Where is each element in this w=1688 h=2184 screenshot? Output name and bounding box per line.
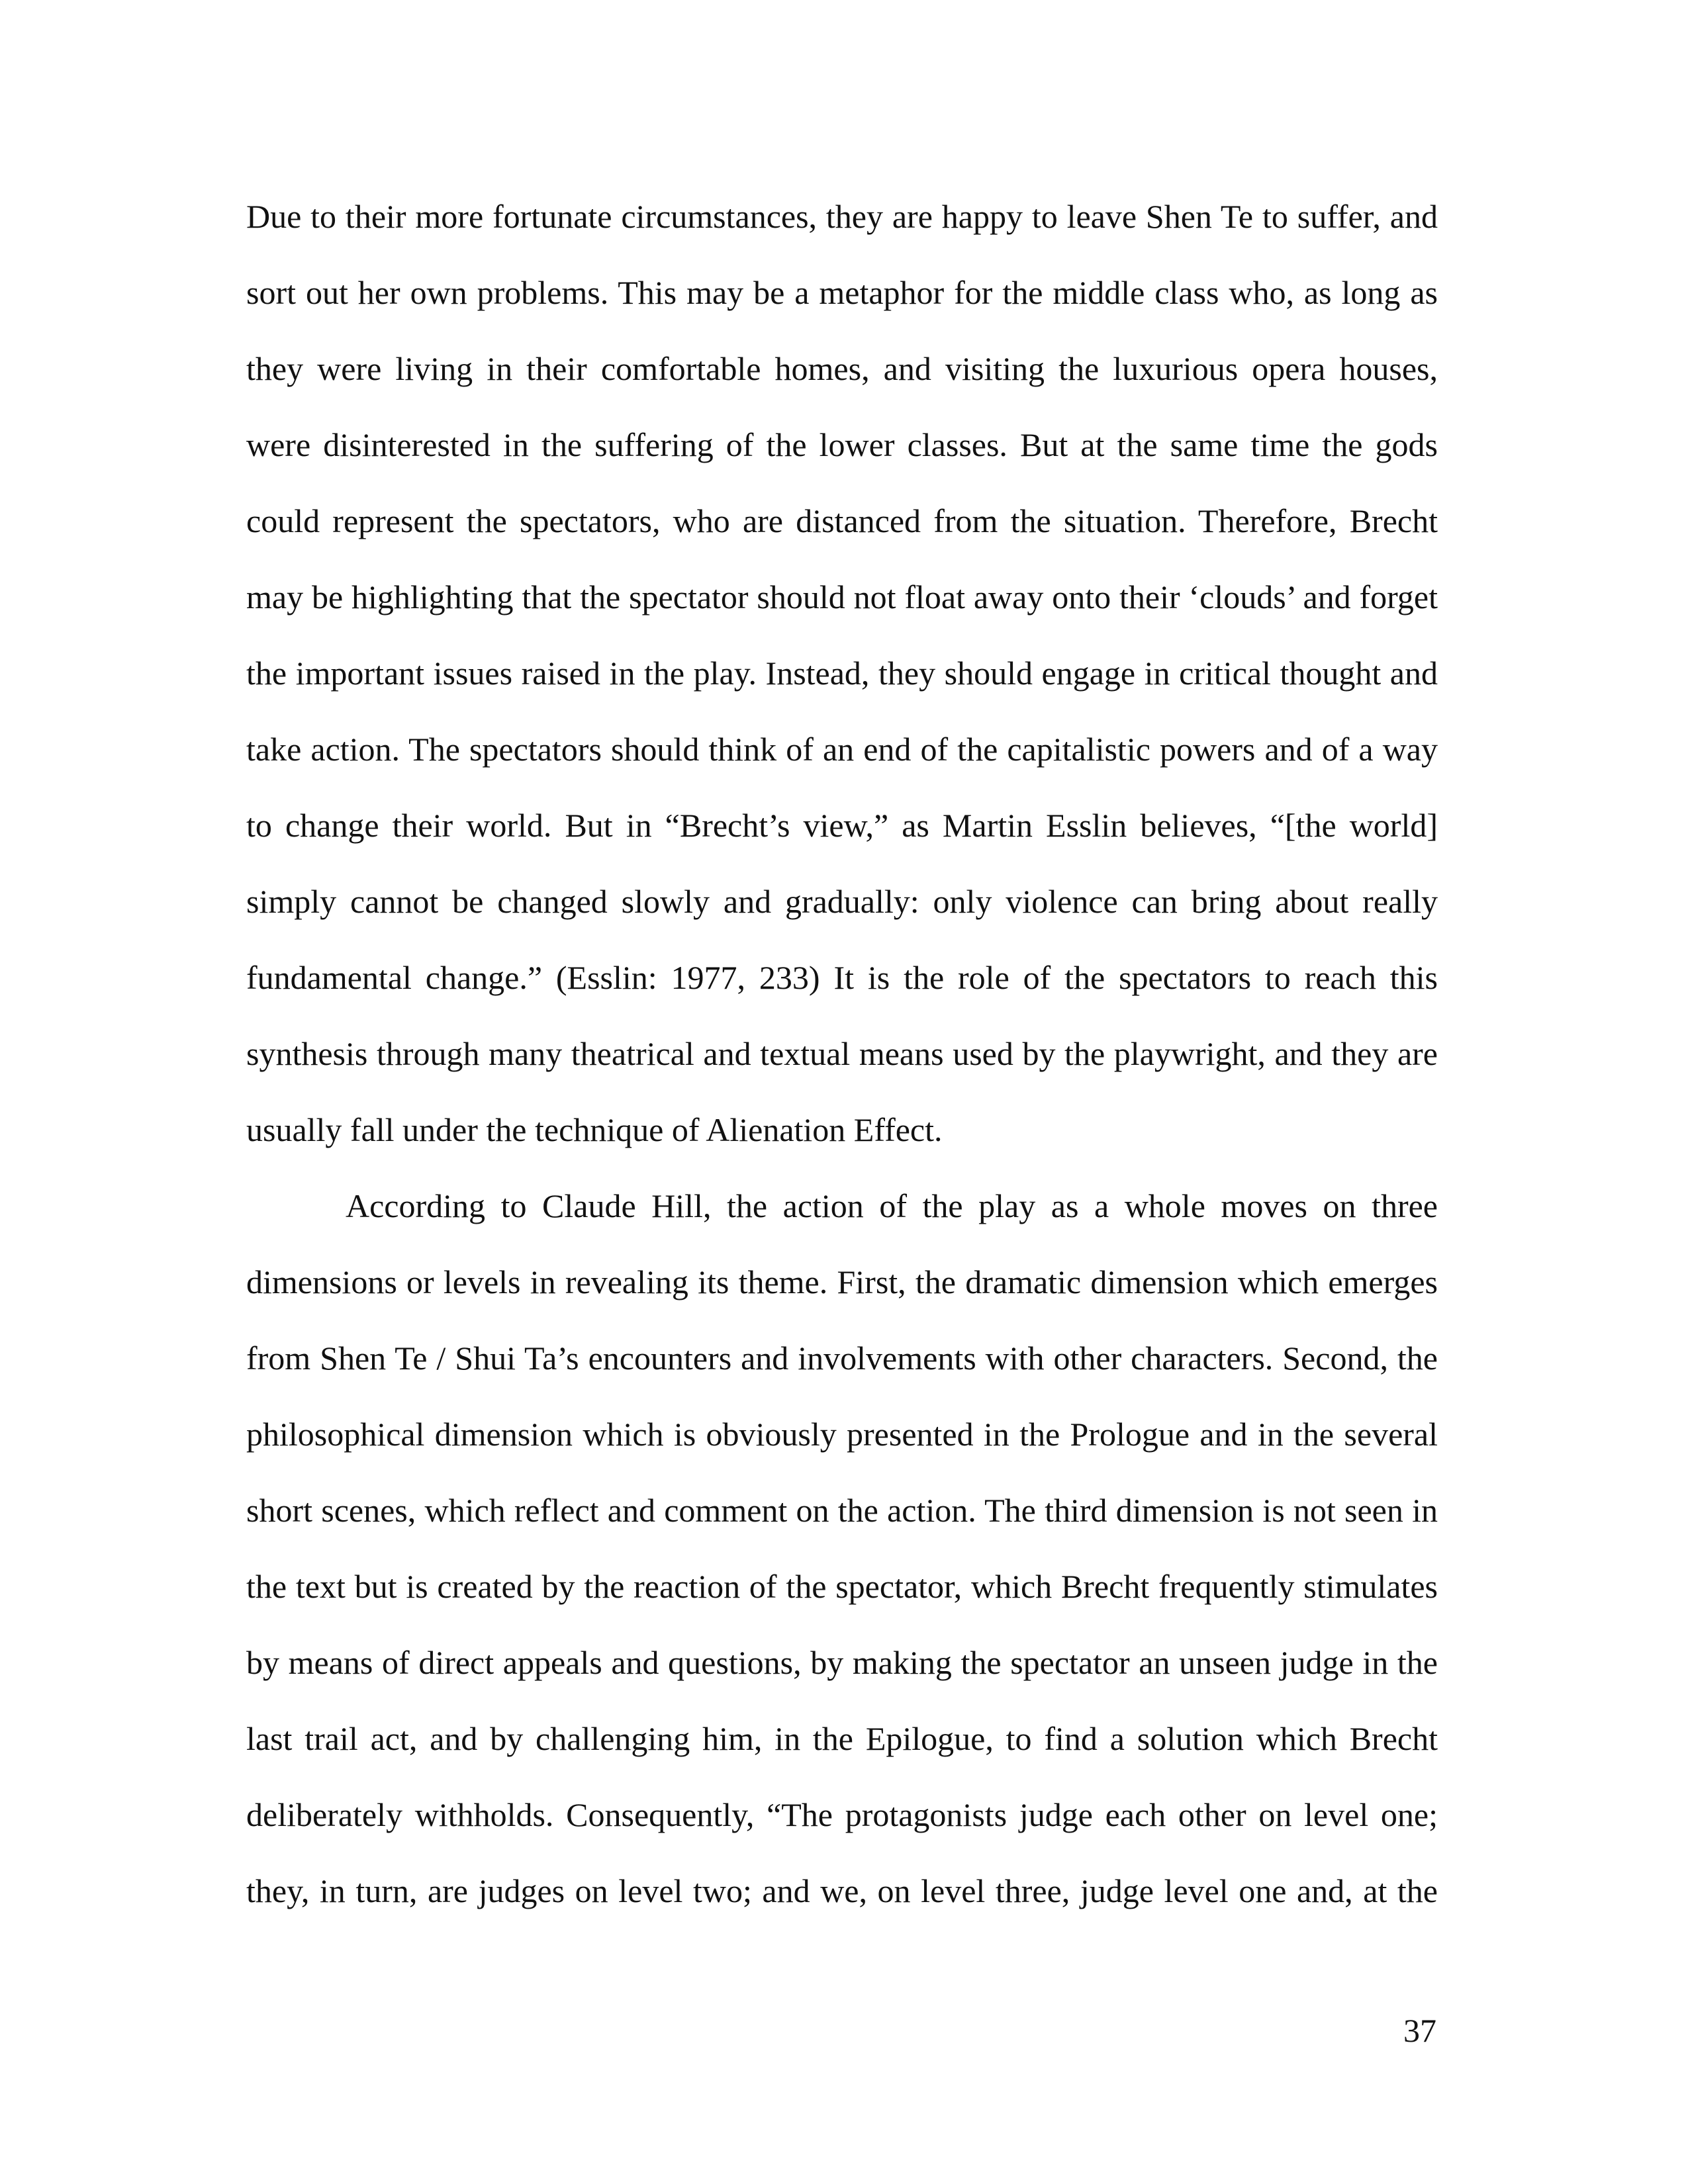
text-line: philosophical dimension which is obviously presented in the Prologue and in the several (246, 1416, 1438, 1453)
text-line: to change their world. But in “Brecht’s view,” as Martin Esslin believes, “[the world] (246, 807, 1438, 844)
text-line: synthesis through many theatrical and textual means used by the playwright, and they are (246, 1035, 1438, 1072)
text-line: may be highlighting that the spectator should not float away onto their ‘clouds’ and forget (246, 578, 1438, 615)
page-number: 37 (1403, 2012, 1436, 2049)
text-line: simply cannot be changed slowly and gradually: only violence can bring about really (246, 883, 1438, 920)
text-line: take action. The spectators should think of an end of the capitalistic powers and of a way (246, 731, 1438, 768)
text-line: by means of direct appeals and questions, by making the spectator an unseen judge in the (246, 1644, 1438, 1681)
text-line: they were living in their comfortable homes, and visiting the luxurious opera houses, (246, 350, 1438, 387)
text-line: they, in turn, are judges on level two; and we, on level three, judge level one and, at the (246, 1872, 1438, 1909)
text-line: could represent the spectators, who are distanced from the situation. Therefore, Brecht (246, 502, 1438, 539)
text-line: deliberately withholds. Consequently, “The protagonists judge each other on level one; (246, 1796, 1438, 1833)
text-line: fundamental change.” (Esslin: 1977, 233) It is the role of the spectators to reach this (246, 959, 1438, 996)
text-line: the important issues raised in the play. Instead, they should engage in critical thought and (246, 655, 1438, 692)
paragraph-start-line: According to Claude Hill, the action of the play as a whole moves on three (346, 1187, 1438, 1224)
text-line: the text but is created by the reaction of the spectator, which Brecht frequently stimulates (246, 1568, 1438, 1605)
paragraph-end-line: usually fall under the technique of Alienation Effect. (246, 1111, 943, 1148)
text-line: dimensions or levels in revealing its theme. First, the dramatic dimension which emerges (246, 1263, 1438, 1300)
text-line: last trail act, and by challenging him, in the Epilogue, to find a solution which Brecht (246, 1720, 1438, 1757)
body-text (246, 190, 1438, 1940)
text-line: sort out her own problems. This may be a metaphor for the middle class who, as long as (246, 274, 1438, 311)
text-line: from Shen Te / Shui Ta’s encounters and involvements with other characters. Second, the (246, 1340, 1438, 1377)
text-line: short scenes, which reflect and comment on the action. The third dimension is not seen in (246, 1492, 1438, 1529)
text-line: Due to their more fortunate circumstances, they are happy to leave Shen Te to suffer, and (246, 198, 1438, 235)
text-line: were disinterested in the suffering of the lower classes. But at the same time the gods (246, 426, 1438, 463)
